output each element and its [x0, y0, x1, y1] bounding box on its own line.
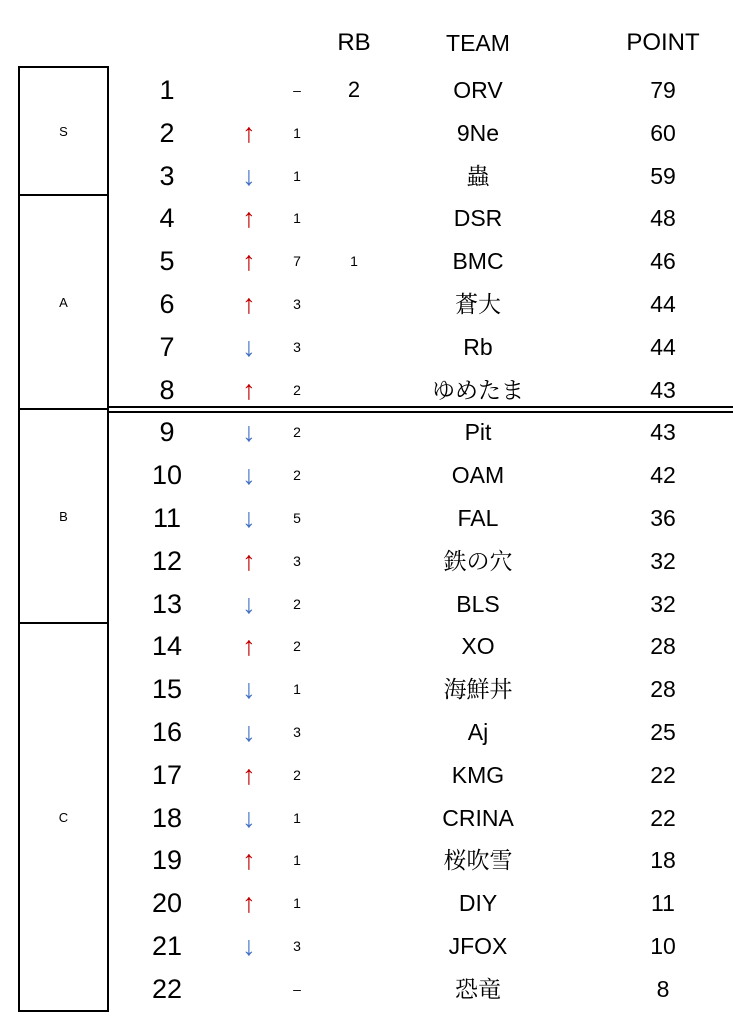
table-row [0, 839, 733, 882]
point-cell: 32 [650, 547, 676, 574]
tier-b-label: B [59, 508, 68, 524]
table-row [0, 925, 733, 968]
arrow-up-icon: ↑ [242, 246, 256, 277]
arrow-down-icon: ↓ [242, 802, 256, 833]
team-cell: 蒼大 [455, 290, 501, 317]
rb-cell: 1 [350, 253, 358, 270]
rank-cell: 8 [159, 374, 175, 405]
rank-change-cell: 1 [293, 681, 301, 698]
no-change-icon [232, 968, 266, 1011]
point-cell: 59 [650, 162, 676, 189]
point-cell: 60 [650, 119, 676, 146]
team-cell: BLS [456, 590, 500, 617]
point-cell: 22 [650, 804, 676, 831]
team-cell: 9Ne [456, 119, 500, 146]
rank-change-cell: 2 [293, 467, 301, 484]
table-row [0, 411, 733, 454]
rank-change-cell: 2 [293, 766, 301, 783]
table-row [0, 369, 733, 412]
point-cell: 28 [650, 676, 676, 703]
rank-change-cell: 1 [293, 124, 301, 141]
rb-cell [322, 797, 386, 840]
table-row [0, 240, 733, 283]
rank-cell: 4 [159, 203, 175, 234]
rank-change-cell: 2 [293, 424, 301, 441]
arrow-up-icon: ↑ [242, 631, 256, 662]
arrow-up-icon: ↑ [242, 845, 256, 876]
tier-c-label: C [58, 809, 69, 825]
arrow-up-icon: ↑ [242, 545, 256, 576]
rank-cell: 5 [159, 246, 175, 277]
rank-cell: 9 [159, 417, 175, 448]
arrow-down-icon: ↓ [242, 588, 256, 619]
rank-change-cell: – [293, 980, 301, 997]
table-row [0, 711, 733, 754]
arrow-up-icon: ↑ [242, 203, 256, 234]
standings-table [0, 69, 733, 1011]
point-cell: 10 [650, 932, 676, 959]
rb-cell [322, 968, 386, 1011]
team-cell: KMG [451, 761, 505, 788]
point-cell: 79 [650, 77, 676, 103]
rank-cell: 20 [151, 888, 183, 919]
rb-cell [322, 882, 386, 925]
point-cell: 11 [651, 890, 675, 917]
rank-change-cell: 3 [293, 723, 301, 740]
rb-cell [322, 754, 386, 797]
rank-cell: 17 [151, 759, 183, 790]
rank-cell: 11 [152, 502, 182, 533]
rank-cell: 7 [159, 331, 175, 362]
rb-cell [322, 155, 386, 198]
arrow-down-icon: ↓ [242, 674, 256, 705]
table-row [0, 454, 733, 497]
rank-cell: 16 [151, 716, 183, 747]
tier-s-label: S [59, 123, 68, 139]
arrow-down-icon: ↓ [242, 716, 256, 747]
rank-change-cell: 3 [293, 937, 301, 954]
rank-cell: 18 [151, 802, 183, 833]
rb-cell [322, 668, 386, 711]
header-point: POINT [626, 29, 700, 56]
rank-cell: 13 [151, 588, 183, 619]
table-row [0, 497, 733, 540]
point-cell: 18 [650, 847, 676, 874]
table-row [0, 882, 733, 925]
rank-change-cell: 3 [293, 552, 301, 569]
rb-cell [322, 283, 386, 326]
header-rb: RB [337, 29, 371, 56]
table-row [0, 583, 733, 626]
point-cell: 8 [656, 975, 670, 1002]
arrow-down-icon: ↓ [242, 331, 256, 362]
team-cell: OAM [451, 462, 505, 489]
rb-cell [322, 497, 386, 540]
arrow-up-icon: ↑ [242, 117, 256, 148]
rank-cell: 6 [159, 288, 175, 319]
team-cell: 鉄の穴 [443, 547, 513, 574]
table-row [0, 69, 733, 112]
point-cell: 36 [650, 504, 676, 531]
rank-change-cell: 2 [293, 595, 301, 612]
team-cell: 桜吹雪 [443, 847, 513, 874]
team-cell: XO [461, 633, 495, 660]
rank-cell: 15 [151, 674, 183, 705]
team-cell: Pit [464, 419, 492, 446]
rb-cell [322, 839, 386, 882]
point-cell: 46 [650, 248, 676, 275]
table-row [0, 326, 733, 369]
rank-cell: 3 [159, 160, 175, 191]
rank-change-cell: 5 [293, 509, 301, 526]
arrow-up-icon: ↑ [242, 759, 256, 790]
rb-cell [322, 540, 386, 583]
rb-cell [322, 625, 386, 668]
arrow-down-icon: ↓ [242, 930, 256, 961]
team-cell: CRINA [442, 804, 514, 831]
rb-cell [322, 583, 386, 626]
arrow-down-icon: ↓ [242, 460, 256, 491]
no-change-icon [232, 69, 266, 112]
table-row [0, 283, 733, 326]
rank-change-cell: 3 [293, 295, 301, 312]
rank-change-cell: 7 [293, 253, 301, 270]
rank-change-cell: 1 [293, 809, 301, 826]
point-cell: 43 [650, 376, 676, 403]
rank-cell: 12 [151, 545, 183, 576]
tier-a-label: A [59, 294, 68, 310]
team-cell: 海鮮丼 [443, 676, 513, 703]
arrow-down-icon: ↓ [242, 502, 256, 533]
rank-change-cell: 1 [293, 895, 301, 912]
table-row [0, 197, 733, 240]
rb-cell [322, 326, 386, 369]
team-cell: ORV [453, 77, 503, 103]
rb-cell: 2 [347, 77, 361, 102]
rank-cell: 2 [159, 117, 175, 148]
team-cell: Rb [463, 333, 493, 360]
point-cell: 28 [650, 633, 676, 660]
table-row [0, 668, 733, 711]
point-cell: 48 [650, 205, 676, 232]
table-row [0, 155, 733, 198]
table-row [0, 797, 733, 840]
arrow-up-icon: ↑ [242, 288, 256, 319]
rank-cell: 1 [159, 75, 175, 105]
rank-change-cell: 1 [293, 852, 301, 869]
table-row [0, 112, 733, 155]
rank-change-cell: 1 [293, 167, 301, 184]
rb-cell [322, 197, 386, 240]
team-cell: 恐竜 [455, 975, 501, 1002]
header-team: TEAM [446, 30, 510, 56]
rank-change-cell: 1 [293, 210, 301, 227]
rank-change-cell: 2 [293, 638, 301, 655]
rank-cell: 22 [151, 973, 183, 1004]
rb-cell [322, 925, 386, 968]
point-cell: 43 [650, 419, 676, 446]
rb-cell [322, 411, 386, 454]
point-cell: 44 [650, 333, 676, 360]
arrow-down-icon: ↓ [242, 160, 256, 191]
point-cell: 44 [650, 290, 676, 317]
rb-cell [322, 369, 386, 412]
rank-cell: 21 [151, 930, 183, 961]
team-cell: 蟲 [466, 162, 490, 189]
rank-change-cell: – [293, 82, 301, 98]
rb-cell [322, 112, 386, 155]
rank-change-cell: 3 [293, 338, 301, 355]
rank-cell: 14 [151, 631, 183, 662]
rank-change-cell: 2 [293, 381, 301, 398]
team-cell: Aj [467, 718, 489, 745]
point-cell: 32 [650, 590, 676, 617]
point-cell: 42 [650, 462, 676, 489]
arrow-up-icon: ↑ [242, 374, 256, 405]
point-cell: 25 [650, 718, 676, 745]
rank-cell: 19 [151, 845, 183, 876]
rb-cell [322, 711, 386, 754]
point-cell: 22 [650, 761, 676, 788]
team-cell: FAL [457, 504, 499, 531]
team-cell: BMC [452, 248, 504, 275]
team-cell: ゆめたま [432, 376, 524, 403]
team-cell: DSR [453, 205, 503, 232]
arrow-up-icon: ↑ [242, 888, 256, 919]
table-row [0, 625, 733, 668]
rb-cell [322, 454, 386, 497]
team-cell: DIY [458, 890, 498, 917]
table-row [0, 754, 733, 797]
table-row [0, 968, 733, 1011]
team-cell: JFOX [448, 932, 508, 959]
rank-cell: 10 [151, 460, 183, 491]
arrow-down-icon: ↓ [242, 417, 256, 448]
table-row [0, 540, 733, 583]
